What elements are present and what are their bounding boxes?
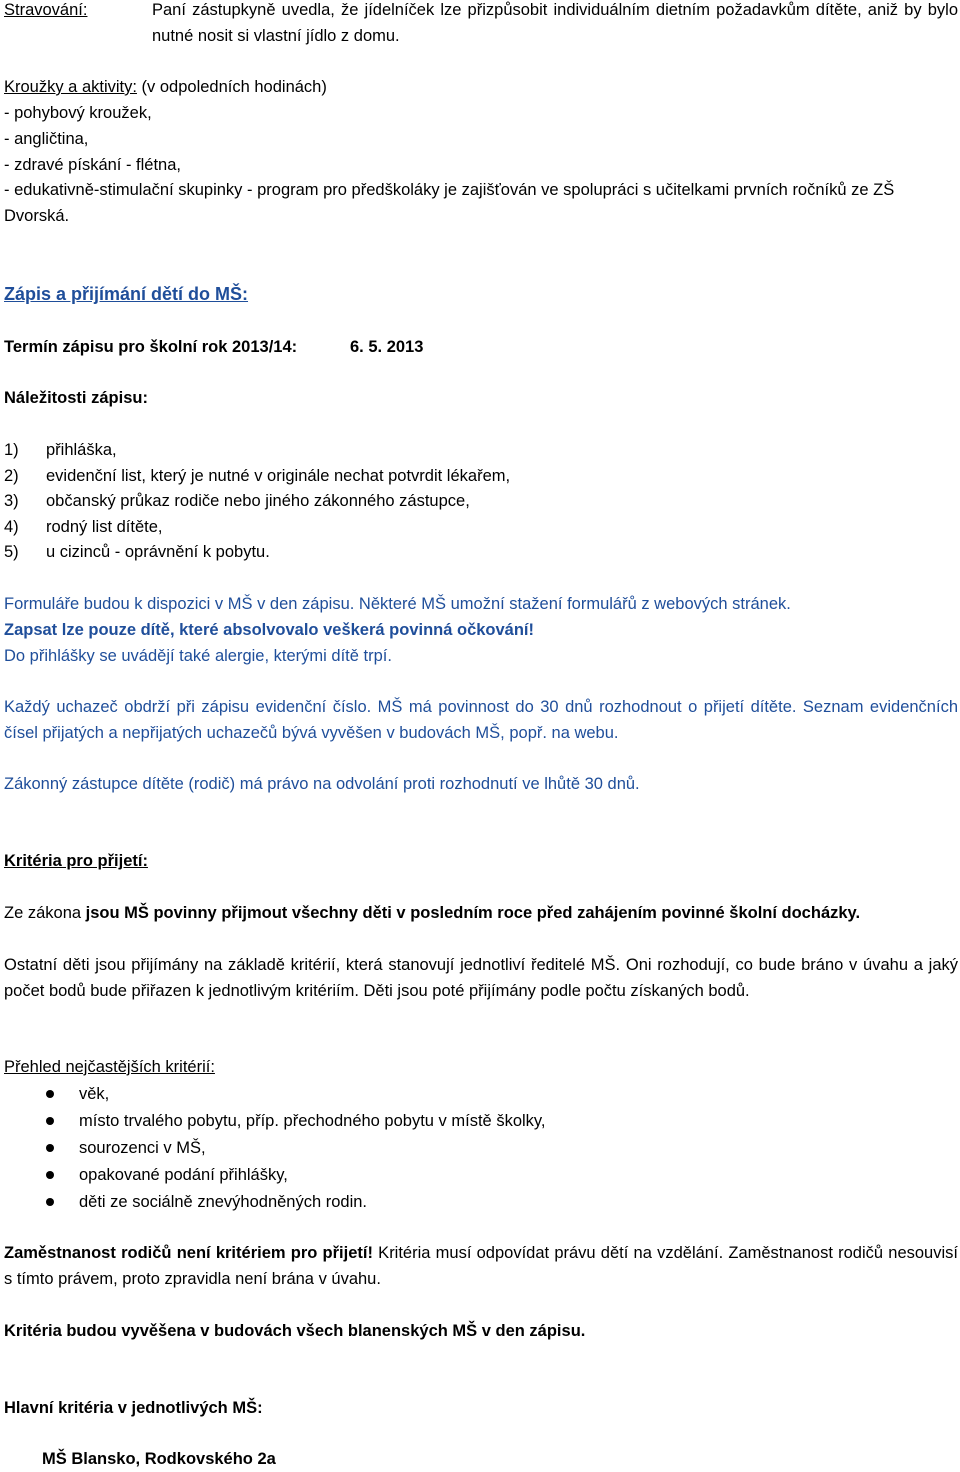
nalezitosti-heading: Náležitosti zápisu: <box>4 389 148 407</box>
zamestnanost-bold: Zaměstnanost rodičů není kritériem pro přijetí! <box>4 1244 373 1262</box>
zapis-heading: Zápis a přijímání dětí do MŠ: <box>4 284 249 304</box>
prehled-item-text: děti ze sociálně znevýhodněných rodin. <box>79 1193 368 1211</box>
zakon-bold: jsou MŠ povinny přijmout všechny děti v posledním roce před zahájením povinné školní docházky. <box>85 904 861 922</box>
ockovani-text: Zapsat lze pouze dítě, které absolvovalo veškerá povinná očkování! <box>4 621 535 639</box>
zakon-text <box>4 900 958 926</box>
bullet-icon <box>46 1090 54 1098</box>
termin-label: Termín zápisu pro školní rok 2013/14: <box>4 338 298 356</box>
item-number: 1) <box>4 441 19 459</box>
krouzky-note: (v odpoledních hodinách) <box>136 78 327 96</box>
stravovani-text: Paní zástupkyně uvedla, že jídelníček lze přizpůsobit individuálním dietním požadavkům dítěte, aniž by bylo nutné nosit si vlastní jídlo z domu. <box>152 1 958 45</box>
krouzky-item: - pohybový kroužek, <box>4 104 152 122</box>
item-number: 5) <box>4 543 19 561</box>
odvolani-text: Zákonný zástupce dítěte (rodič) má právo na odvolání proti rozhodnutí ve lhůtě 30 dnů. <box>4 775 640 793</box>
evidencni-cislo-text: Každý uchazeč obdrží při zápisu evidenční číslo. MŠ má povinnost do 30 dnů rozhodnout o přijetí dítěte. Seznam evidenčních čísel přijatých a nepřijatých uchazečů bývá vyvěšen v budovách MŠ, popř. na webu. <box>4 698 958 742</box>
item-text: přihláška, <box>46 441 117 459</box>
item-text: občanský průkaz rodiče nebo jiného zákonného zástupce, <box>46 492 470 510</box>
krouzky-item: - edukativně-stimulační skupinky - program pro předškoláky je zajišťován ve spolupráci s učitelkami prvních ročníků ze ZŠ Dvorská. <box>4 181 895 225</box>
krouzky-label: Kroužky a aktivity: <box>4 78 137 96</box>
bullet-icon <box>46 1171 54 1179</box>
prehled-item-text: věk, <box>79 1085 110 1103</box>
hlavni-heading: Hlavní kritéria v jednotlivých MŠ: <box>4 1399 263 1417</box>
bullet-icon <box>46 1117 54 1125</box>
termin-line <box>4 334 958 360</box>
termin-date: 6. 5. 2013 <box>350 338 424 356</box>
zamestnanost-text <box>4 1240 958 1292</box>
item-number: 3) <box>4 492 19 510</box>
krouzky-heading <box>4 74 958 100</box>
zamestnanost-rest: Kritéria musí odpovídat právu dětí na vzdělání. Zaměstnanost rodičů nesouvisí s tímto právem, proto zpravidla není brána v úvahu. <box>4 1244 958 1288</box>
formulare-text: Formuláře budou k dispozici v MŠ v den zápisu. Některé MŠ umožní stažení formulářů z webových stránek. <box>4 595 791 613</box>
ms-blansko-heading: MŠ Blansko, Rodkovského 2a <box>42 1450 276 1468</box>
ostatni-text: Ostatní děti jsou přijímány na základě kritérií, která stanovují jednotliví ředitelé MŠ. Oni rozhodují, co bude bráno v úvahu a jaký počet bodů bude přiřazen k jednotlivým kritériím. Děti jsou poté přijímány podle počtu získaných bodů. <box>4 956 958 1000</box>
kriteria-heading: Kritéria pro přijetí: <box>4 852 148 870</box>
alergie-text: Do přihlášky se uvádějí také alergie, kterými dítě trpí. <box>4 647 392 665</box>
bullet-icon <box>46 1144 54 1152</box>
item-text: u cizinců - oprávnění k pobytu. <box>46 543 270 561</box>
prehled-item-text: místo trvalého pobytu, příp. přechodného pobytu v místě školky, <box>79 1112 546 1130</box>
stravovani-label: Stravování: <box>4 1 88 19</box>
krouzky-item: - zdravé pískání - flétna, <box>4 156 181 174</box>
item-number: 2) <box>4 467 19 485</box>
vyveseni-text: Kritéria budou vyvěšena v budovách všech blanenských MŠ v den zápisu. <box>4 1322 586 1340</box>
item-number: 4) <box>4 518 19 536</box>
prehled-heading: Přehled nejčastějších kritérií: <box>4 1058 215 1076</box>
prehled-item-text: sourozenci v MŠ, <box>79 1139 206 1157</box>
zakon-prefix: Ze zákona <box>4 904 86 922</box>
bullet-icon <box>46 1198 54 1206</box>
item-text: evidenční list, který je nutné v originále nechat potvrdit lékařem, <box>46 467 511 485</box>
prehled-item-text: opakované podání přihlášky, <box>79 1166 288 1184</box>
krouzky-item: - angličtina, <box>4 130 89 148</box>
item-text: rodný list dítěte, <box>46 518 163 536</box>
